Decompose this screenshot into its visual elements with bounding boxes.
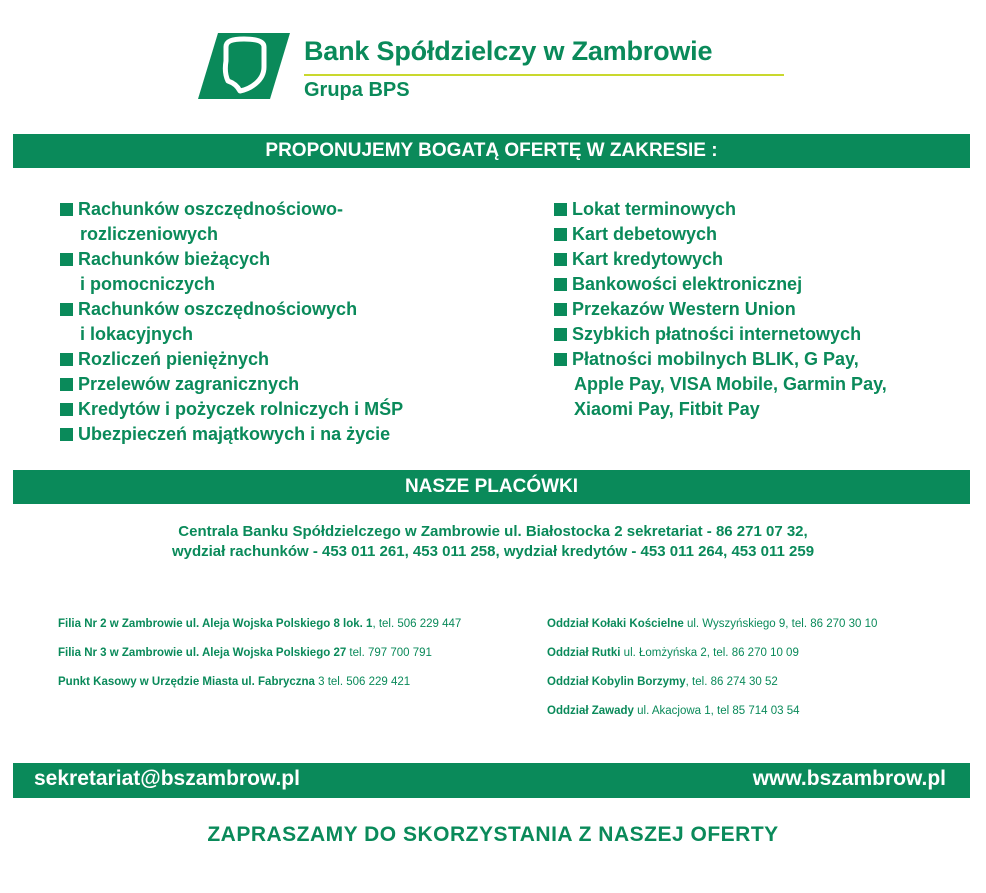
offer-item: Szybkich płatności internetowych bbox=[554, 322, 974, 347]
branch-details: tel. 797 700 791 bbox=[346, 647, 432, 659]
square-bullet-icon bbox=[60, 378, 73, 391]
branch-details: ul. Akacjowa 1, tel 85 714 03 54 bbox=[633, 705, 800, 717]
square-bullet-icon bbox=[554, 253, 567, 266]
square-bullet-icon bbox=[554, 203, 567, 216]
offer-item: Kart debetowych bbox=[554, 222, 974, 247]
branch-entry bbox=[58, 643, 461, 672]
offer-item: Rachunków oszczędnościowych bbox=[60, 297, 520, 322]
square-bullet-icon bbox=[554, 303, 567, 316]
central-office-line: wydział rachunków - 453 011 261, 453 011 258, wydział kredytów - 453 011 264, 453 011 259 bbox=[171, 543, 815, 560]
branch-name: Oddział Zawady bbox=[547, 705, 634, 717]
offer-item: Rozliczeń pieniężnych bbox=[60, 347, 520, 372]
square-bullet-icon bbox=[554, 228, 567, 241]
branch-entry bbox=[547, 701, 877, 730]
offer-item-continuation: i lokacyjnych bbox=[80, 324, 194, 344]
branch-name: Oddział Kołaki Kościelne bbox=[547, 618, 684, 630]
email-link[interactable]: sekretariat@bszambrow.pl bbox=[34, 767, 300, 790]
offer-item: Płatności mobilnych BLIK, G Pay, bbox=[554, 347, 974, 372]
bank-name: Bank Spółdzielczy w Zambrowie bbox=[304, 36, 713, 66]
branch-details: 3 tel. 506 229 421 bbox=[314, 676, 411, 688]
branch-name: Filia Nr 3 w Zambrowie ul. Aleja Wojska Polskiego 27 bbox=[58, 647, 347, 659]
square-bullet-icon bbox=[60, 253, 73, 266]
square-bullet-icon bbox=[554, 353, 567, 366]
offer-item-continuation: Xiaomi Pay, Fitbit Pay bbox=[574, 399, 760, 419]
square-bullet-icon bbox=[554, 278, 567, 291]
branch-details: ul. Łomżyńska 2, tel. 86 270 10 09 bbox=[620, 647, 799, 659]
offer-item: Przelewów zagranicznych bbox=[60, 372, 520, 397]
offer-item: Rachunków oszczędnościowo- bbox=[60, 197, 520, 222]
branch-details: , tel. 86 274 30 52 bbox=[685, 676, 778, 688]
branch-name: Punkt Kasowy w Urzędzie Miasta ul. Fabryczna bbox=[58, 676, 315, 688]
branch-list-right bbox=[547, 614, 877, 730]
offer-heading-band bbox=[13, 134, 970, 168]
branch-entry bbox=[58, 672, 461, 701]
branch-entry bbox=[547, 672, 877, 701]
offer-item: Kart kredytowych bbox=[554, 247, 974, 272]
offer-list-right bbox=[554, 197, 974, 422]
branch-name: Filia Nr 2 w Zambrowie ul. Aleja Wojska Polskiego 8 lok. 1 bbox=[58, 618, 373, 630]
square-bullet-icon bbox=[60, 428, 73, 441]
square-bullet-icon bbox=[554, 328, 567, 341]
offer-item: Lokat terminowych bbox=[554, 197, 974, 222]
central-office-info bbox=[0, 522, 986, 562]
branches-heading-band bbox=[13, 470, 970, 504]
offer-item-continuation: i pomocniczych bbox=[80, 274, 216, 294]
offer-item: Kredytów i pożyczek rolniczych i MŚP bbox=[60, 397, 520, 422]
branches-heading: NASZE PLACÓWKI bbox=[404, 476, 579, 497]
offer-item-continuation: rozliczeniowych bbox=[80, 224, 219, 244]
offer-item-continuation: Apple Pay, VISA Mobile, Garmin Pay, bbox=[574, 374, 887, 394]
branch-details: , tel. 506 229 447 bbox=[372, 618, 462, 630]
bps-logo-icon bbox=[198, 33, 290, 99]
square-bullet-icon bbox=[60, 403, 73, 416]
central-office-line: Centrala Banku Spółdzielczego w Zambrowie ul. Białostocka 2 sekretariat - 86 271 07 32, bbox=[178, 523, 808, 540]
branch-name: Oddział Rutki bbox=[547, 647, 621, 659]
contact-band bbox=[13, 763, 970, 798]
branch-entry bbox=[58, 614, 461, 643]
offer-list-left bbox=[60, 197, 520, 447]
offer-item: Rachunków bieżących bbox=[60, 247, 520, 272]
branch-name: Oddział Kobylin Borzymy bbox=[547, 676, 686, 688]
square-bullet-icon bbox=[60, 203, 73, 216]
group-name: Grupa BPS bbox=[304, 79, 410, 101]
offer-item: Ubezpieczeń majątkowych i na życie bbox=[60, 422, 520, 447]
branch-entry bbox=[547, 643, 877, 672]
branch-list-left bbox=[58, 614, 461, 701]
square-bullet-icon bbox=[60, 353, 73, 366]
website-link[interactable]: www.bszambrow.pl bbox=[752, 767, 946, 790]
branch-entry bbox=[547, 614, 877, 643]
offer-item: Bankowości elektronicznej bbox=[554, 272, 974, 297]
offer-heading: PROPONUJEMY BOGATĄ OFERTĘ W ZAKRESIE : bbox=[265, 140, 718, 161]
header-divider bbox=[304, 74, 784, 76]
invitation-text: ZAPRASZAMY DO SKORZYSTANIA Z NASZEJ OFERTY bbox=[207, 823, 779, 846]
offer-item: Przekazów Western Union bbox=[554, 297, 974, 322]
branch-details: ul. Wyszyńskiego 9, tel. 86 270 30 10 bbox=[683, 618, 878, 630]
square-bullet-icon bbox=[60, 303, 73, 316]
